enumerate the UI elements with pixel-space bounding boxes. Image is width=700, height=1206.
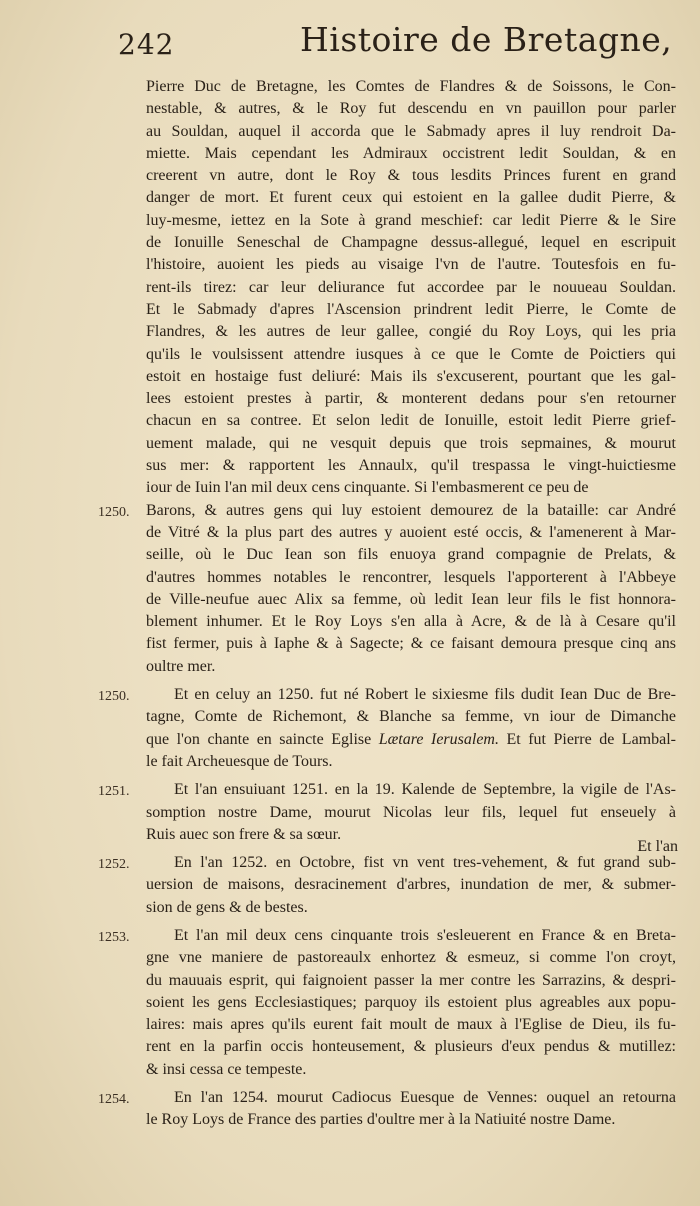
text-line: de Ionuille Seneschal de Champagne dessus-allegué, lequel en escripuit xyxy=(146,234,676,252)
text-line: nestable, & autres, & le Roy fut descendu en vn pauillon pour parler xyxy=(146,100,676,118)
text-line: rent en la parfin occis honteusement, & plusieurs d'eux pendus & mutillez: xyxy=(146,1038,676,1056)
text-line: sus mer: & rapportent les Annaulx, qu'il trespassa le vingt-huictiesme xyxy=(146,457,676,475)
text-line: Et le Sabmady d'apres l'Ascension prindrent ledit Pierre, le Comte de xyxy=(146,300,676,318)
paragraph xyxy=(98,500,676,678)
margin-year: 1253. xyxy=(98,929,130,945)
text-line: somption nostre Dame, mourut Nicolas leur fils, lequel fut enseuely à xyxy=(146,803,676,821)
text-line: au Souldan, auquel il accorda que le Sabmady apres il luy rendroit Da- xyxy=(146,122,676,140)
text-line: laires: mais apres qu'ils eurent fait moult de maux à l'Eglise de Dieu, ils fu- xyxy=(146,1016,676,1034)
text-line: rent-ils tirez: car leur deliurance fut accordee par le nouueau Souldan. xyxy=(146,278,676,296)
text-line: creerent vn autre, dont le Roy & tous lesdits Princes furent en grand xyxy=(146,167,676,185)
page-header xyxy=(118,20,678,70)
text-line: fist fermer, puis à Iaphe & à Sagecte; & ce faisant demoura presque cinq ans xyxy=(146,635,676,653)
text-line: le fait Archeuesque de Tours. xyxy=(146,752,333,770)
text-line: d'autres hommes notables le rencontrer, lesquels l'apporterent à l'Abbeye xyxy=(146,568,676,586)
margin-year: 1252. xyxy=(98,857,130,873)
text-line: Flandres, & les autres de leur gallee, congié du Roy Loys, qui les pria xyxy=(146,323,676,341)
text-line: Ruis auec son frere & sa sœur. xyxy=(146,825,342,843)
text-line: soient les gens Ecclesiastiques; parquoy ils estoient plus agreables aux popu- xyxy=(146,993,676,1011)
text-line: que l'on chante en saincte Eglise Lætare Ierusalem. Et fut Pierre de Lambal- xyxy=(146,730,676,748)
text-line: du mauuais esprit, qui faignoient passer la mer contre les Sarrazins, & despri- xyxy=(146,971,676,989)
text-line: gne vne maniere de pastoreaulx enhortez & esmeuz, si comme l'on croyt, xyxy=(146,949,676,967)
text-line: sion de gens & de bestes. xyxy=(146,898,308,916)
text-line: miette. Mais cependant les Admiraux occistrent ledit Souldan, & en xyxy=(146,144,676,162)
paragraph xyxy=(98,684,676,773)
text-line: l'histoire, auoient les pieds au visaige l'vn de l'autre. Toutesfois en fu- xyxy=(146,256,676,274)
text-line: Pierre Duc de Bretagne, les Comtes de Flandres & de Soissons, le Con- xyxy=(146,78,676,95)
margin-year: 1254. xyxy=(98,1092,130,1108)
text-line: luy-mesme, iettez en la Sote à grand meschief: car ledit Pierre & le Sire xyxy=(146,211,676,229)
text-line: de Ville-neufue auec Alix sa femme, où ledit Iean leur fils le fist honnora- xyxy=(146,590,676,608)
text-line: En l'an 1254. mourut Cadiocus Euesque de Vennes: ouquel an retourna xyxy=(174,1089,676,1107)
page-number: 242 xyxy=(118,28,175,61)
text-line: le Roy Loys de France des parties d'oultre mer à la Natiuité nostre Dame. xyxy=(146,1111,616,1129)
text-line: estoit en hostaige fust deliuré: Mais ils s'excuserent, pourtant que les gal- xyxy=(146,367,676,385)
text-line: qu'ils le voulsissent attendre iusques à ce que le Comte de Poictiers qui xyxy=(146,345,676,363)
text-line: uersion de maisons, desracinement d'arbres, inundation de mer, & submer- xyxy=(146,876,676,894)
text-line: iour de Iuin l'an mil deux cens cinquante. Si l'embasmerent ce peu de xyxy=(146,479,589,497)
paragraph xyxy=(98,852,676,919)
text-line: chacun en sa contree. Et selon ledit de Ionuille, estoit ledit Pierre grief- xyxy=(146,412,676,430)
paragraph xyxy=(98,1087,676,1132)
text-line: de Vitré & la plus part des autres y auoient esté occis, & l'amenerent à Mar- xyxy=(146,523,676,541)
paragraph xyxy=(98,779,676,846)
text-line: danger de mort. Et furent ceux qui estoient en la gallee dudit Pierre, & xyxy=(146,189,676,207)
text-line: & insi cessa ce tempeste. xyxy=(146,1060,307,1078)
text-line: seille, où le Duc Iean son fils enuoya grand compagnie de Prelats, & xyxy=(146,546,676,564)
text-line: Barons, & autres gens qui luy estoient demourez de la bataille: car André xyxy=(146,501,676,519)
latin-phrase: Lætare Ierusalem. xyxy=(378,730,499,748)
paragraph xyxy=(98,925,676,1081)
text-line: tagne, Comte de Richemont, & Blanche sa femme, vn iour de Dimanche xyxy=(146,708,676,726)
running-title: Histoire de Bretagne, xyxy=(300,20,673,59)
margin-year: 1250. xyxy=(98,504,130,520)
text-line: Et en celuy an 1250. fut né Robert le sixiesme fils dudit Iean Duc de Bre- xyxy=(174,686,676,704)
text-line: lees estoient prestes à partir, & monterent dedans pour s'en retourner xyxy=(146,390,676,408)
margin-year: 1250. xyxy=(98,689,130,705)
text-line: Et l'an ensuiuant 1251. en la 19. Kalende de Septembre, la vigile de l'As- xyxy=(174,781,676,799)
margin-year: 1251. xyxy=(98,784,130,800)
paragraph xyxy=(146,76,676,500)
text-line: En l'an 1252. en Octobre, fist vn vent tres-vehement, & fut grand sub- xyxy=(174,854,676,872)
catchword: Et l'an xyxy=(637,838,678,855)
text-line: Et l'an mil deux cens cinquante trois s'esleuerent en France & en Breta- xyxy=(174,926,676,944)
text-line: oultre mer. xyxy=(146,657,216,675)
text-line: uement malade, qui ne vesquit depuis que trois sepmaines, & mourut xyxy=(146,434,676,452)
body-text xyxy=(98,76,676,1132)
text-line: blement inhumer. Et le Roy Loys s'en alla à Acre, & de là à Cesare qu'il xyxy=(146,613,676,631)
